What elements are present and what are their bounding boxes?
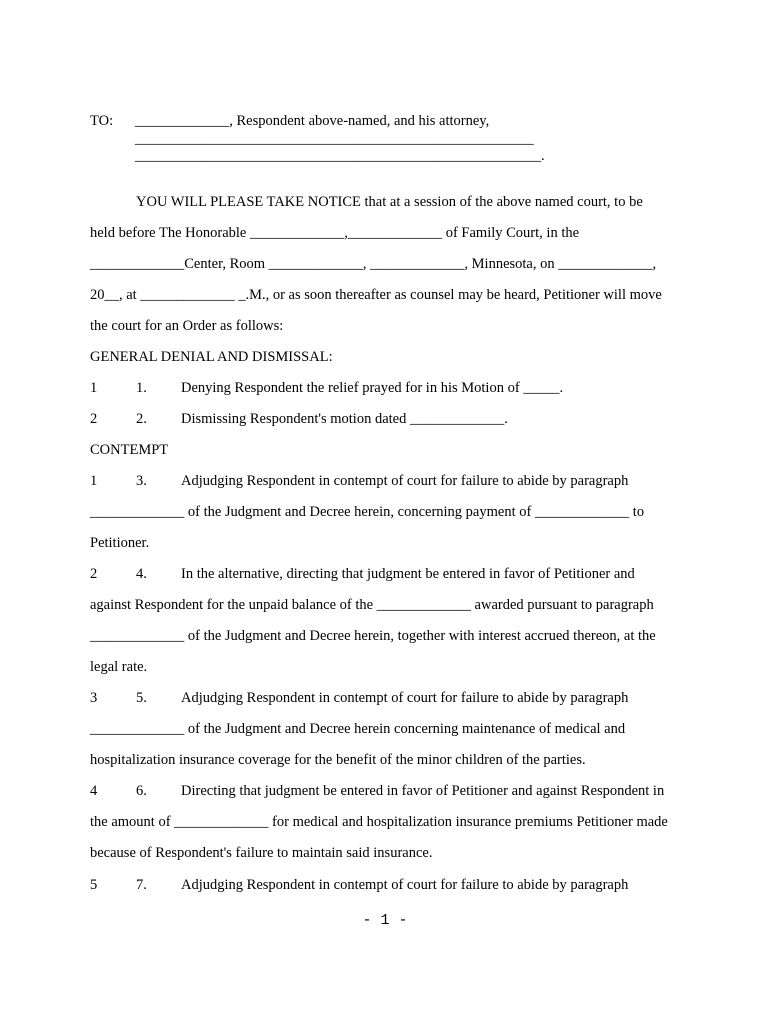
item-sub-number: 7. <box>136 877 147 893</box>
notice-line-3: _____________Center, Room _____________, _____________, Minnesota, on _____________, <box>90 256 657 272</box>
item-continuation: legal rate. <box>90 659 148 675</box>
item-text: Adjudging Respondent in contempt of court for failure to abide by paragraph <box>181 877 629 893</box>
item-number: 4 <box>90 783 98 799</box>
to-label: TO: <box>90 113 114 129</box>
item-continuation: against Respondent for the unpaid balance of the _____________ awarded pursuant to paragraph <box>90 597 654 613</box>
item-sub-number: 1. <box>136 380 147 396</box>
notice-line-2: held before The Honorable _____________,_____________ of Family Court, in the <box>90 225 580 241</box>
page-number: - 1 - <box>362 912 408 929</box>
item-text: Directing that judgment be entered in favor of Petitioner and against Respondent in <box>181 783 665 799</box>
notice-line-1: YOU WILL PLEASE TAKE NOTICE that at a session of the above named court, to be <box>136 194 643 210</box>
item-continuation: hospitalization insurance coverage for the benefit of the minor children of the parties. <box>90 752 586 768</box>
item-number: 1 <box>90 380 98 396</box>
item-number: 2 <box>90 566 98 582</box>
section-heading-general: GENERAL DENIAL AND DISMISSAL: <box>90 349 333 365</box>
item-sub-number: 4. <box>136 566 147 582</box>
item-text: Denying Respondent the relief prayed for in his Motion of _____. <box>181 380 564 396</box>
item-number: 1 <box>90 473 98 489</box>
item-text: Adjudging Respondent in contempt of court for failure to abide by paragraph <box>181 690 629 706</box>
item-sub-number: 6. <box>136 783 147 799</box>
item-continuation: because of Respondent's failure to maintain said insurance. <box>90 845 433 861</box>
item-text: Adjudging Respondent in contempt of court for failure to abide by paragraph <box>181 473 629 489</box>
notice-line-5: the court for an Order as follows: <box>90 318 284 334</box>
item-continuation: _____________ of the Judgment and Decree herein, together with interest accrued thereon, at the <box>90 628 656 644</box>
to-line-3: ________________________________________________________. <box>135 148 545 164</box>
item-continuation: the amount of _____________ for medical and hospitalization insurance premiums Petitioner made <box>90 814 668 830</box>
item-continuation: _____________ of the Judgment and Decree herein, concerning payment of _____________ to <box>90 504 645 520</box>
to-line-1: _____________, Respondent above-named, and his attorney, <box>135 113 490 129</box>
item-sub-number: 2. <box>136 411 147 427</box>
item-number: 5 <box>90 877 98 893</box>
item-number: 2 <box>90 411 98 427</box>
item-text: In the alternative, directing that judgment be entered in favor of Petitioner and <box>181 566 635 582</box>
item-continuation: Petitioner. <box>90 535 150 551</box>
to-line-2: _______________________________________________________ <box>135 131 534 147</box>
notice-line-4: 20__, at _____________ _.M., or as soon thereafter as counsel may be heard, Petitioner will move <box>90 287 662 303</box>
item-text: Dismissing Respondent's motion dated _____________. <box>181 411 508 427</box>
item-number: 3 <box>90 690 98 706</box>
item-sub-number: 3. <box>136 473 147 489</box>
item-sub-number: 5. <box>136 690 147 706</box>
item-continuation: _____________ of the Judgment and Decree herein concerning maintenance of medical and <box>90 721 626 737</box>
section-heading-contempt: CONTEMPT <box>90 442 169 458</box>
